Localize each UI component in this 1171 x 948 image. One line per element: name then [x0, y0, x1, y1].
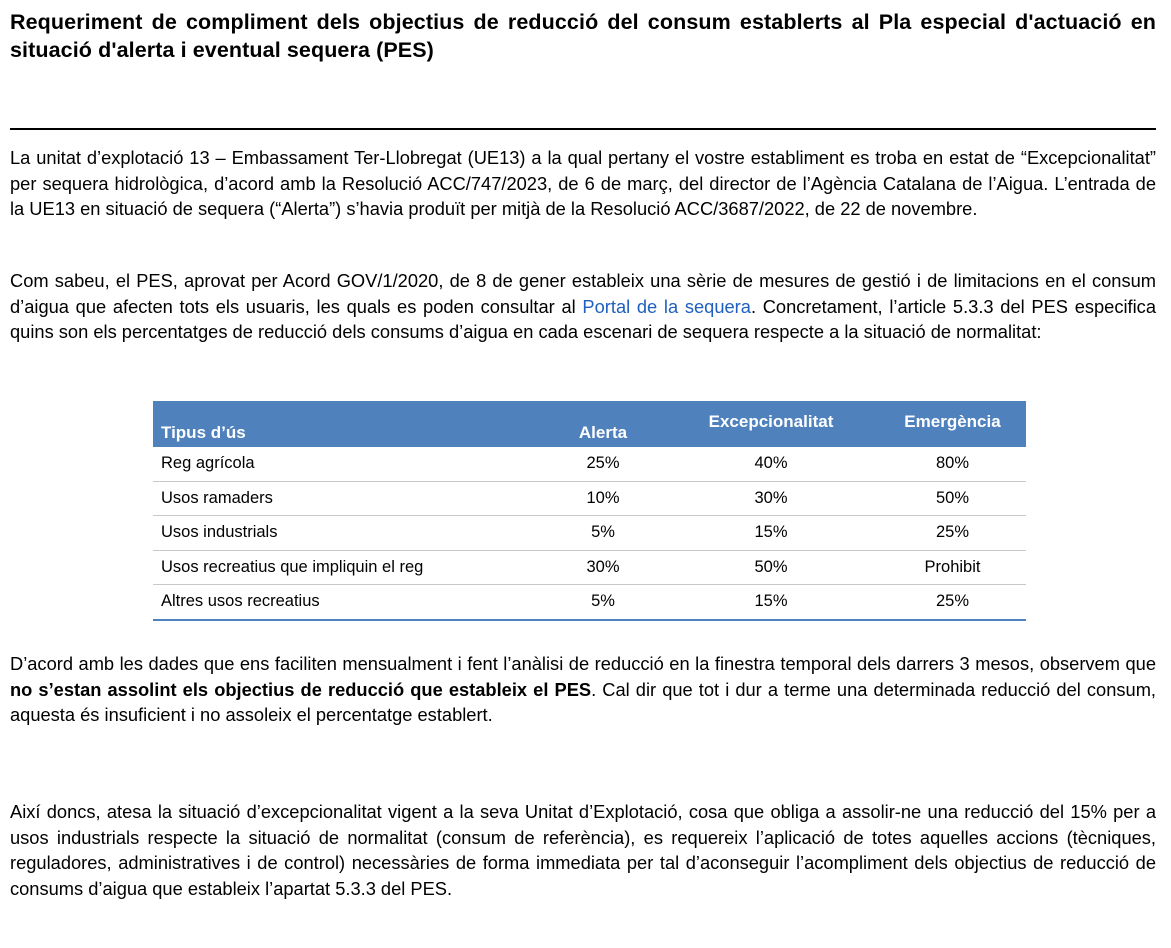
cell-use-type: Usos recreatius que impliquin el reg	[153, 550, 543, 585]
table-row	[153, 550, 1026, 585]
header-tipus-us: Tipus d’ús	[161, 423, 246, 442]
table-row	[153, 516, 1026, 551]
table-row	[153, 585, 1026, 620]
header-alerta: Alerta	[578, 423, 628, 442]
cell-emergencia: 25%	[879, 516, 1026, 551]
paragraph-pes-text-before: Com sabeu, el PES, aprovat per Acord GOV/1/2020, de 8 de gener estableix una sèrie de mesures de gestió i de limitacions en el consum d’aigua que afecten tots els usuaris, les quals es poden consultar al	[10, 270, 1156, 317]
reduction-table-wrapper	[153, 401, 1026, 621]
cell-use-type: Reg agrícola	[153, 447, 543, 481]
portal-sequera-link[interactable]: Portal de la sequera	[582, 295, 751, 317]
cell-excepcionalitat: 40%	[663, 447, 879, 481]
header-emergencia: Emergència	[904, 412, 1001, 431]
cell-excepcionalitat: 30%	[663, 481, 879, 516]
cell-excepcionalitat: 50%	[663, 550, 879, 585]
paragraph-analysis-highlight: no s’estan assolint els objectius de reducció que estableix el PES	[10, 678, 592, 700]
table-header-row	[153, 401, 1026, 447]
paragraph-pes-measures	[10, 268, 1156, 345]
cell-excepcionalitat: 15%	[663, 516, 879, 551]
cell-use-type: Usos ramaders	[153, 481, 543, 516]
paragraph-analysis-text-before: D’acord amb les dades que ens faciliten mensualment i fent l’anàlisi de reducció en la finestra temporal dels darrers 3 mesos, observem que	[10, 653, 1156, 674]
cell-emergencia: 80%	[879, 447, 1026, 481]
cell-emergencia: Prohibit	[879, 550, 1026, 585]
cell-alerta: 5%	[543, 585, 663, 620]
paragraph-pes-text-after: . Concretament, l’article 5.3.3 del PES especifica quins son els percentatges de reducció dels consums d’aigua en cada escenari de sequera respecte a la situació de normalitat:	[10, 295, 1156, 342]
cell-alerta: 25%	[543, 447, 663, 481]
title-divider	[10, 128, 1156, 130]
cell-emergencia: 50%	[879, 481, 1026, 516]
cell-use-type: Altres usos recreatius	[153, 585, 543, 620]
paragraph-requirement: Així doncs, atesa la situació d’excepcionalitat vigent a la seva Unitat d’Explotació, cosa que obliga a assolir-ne una reducció del 15% per a usos industrials respecte la situació de normalitat (consum de referència), es requereix l’aplicació de totes aquelles accions (tècniques, reguladores, administratives i de control) necessàries de forma immediata per tal d’aconseguir l’acompliment dels objectius de reducció de consums d’aigua que estableix l’apartat 5.3.3 del PES.	[10, 801, 1156, 899]
cell-alerta: 10%	[543, 481, 663, 516]
table-row	[153, 481, 1026, 516]
cell-alerta: 30%	[543, 550, 663, 585]
cell-alerta: 5%	[543, 516, 663, 551]
paragraph-status: La unitat d’explotació 13 – Embassament Ter-Llobregat (UE13) a la qual pertany el vostre establiment es troba en estat de “Excepcionalitat” per sequera hidrològica, d’acord amb la Resolució ACC/747/2023, de 6 de març, del director de l’Agència Catalana de l’Aigua. L’entrada de la UE13 en situació de sequera (“Alerta”) s’havia produït per mitjà de la Resolució ACC/3687/2022, de 22 de novembre.	[10, 147, 1156, 219]
cell-excepcionalitat: 15%	[663, 585, 879, 620]
header-excepcionalitat: Excepcionalitat	[708, 412, 834, 431]
reduction-table	[153, 401, 1026, 621]
paragraph-analysis-text-after: . Cal dir que tot i dur a terme una determinada reducció del consum, aquesta és insuficient i no assoleix el percentatge establert.	[10, 678, 1157, 725]
cell-emergencia: 25%	[879, 585, 1026, 620]
table-row	[153, 447, 1026, 481]
document-title: Requeriment de compliment dels objectius de reducció del consum establerts al Pla especial d'actuació en situació d'alerta i eventual sequera (PES)	[10, 10, 1156, 62]
cell-use-type: Usos industrials	[153, 516, 543, 551]
paragraph-analysis	[10, 651, 1156, 728]
